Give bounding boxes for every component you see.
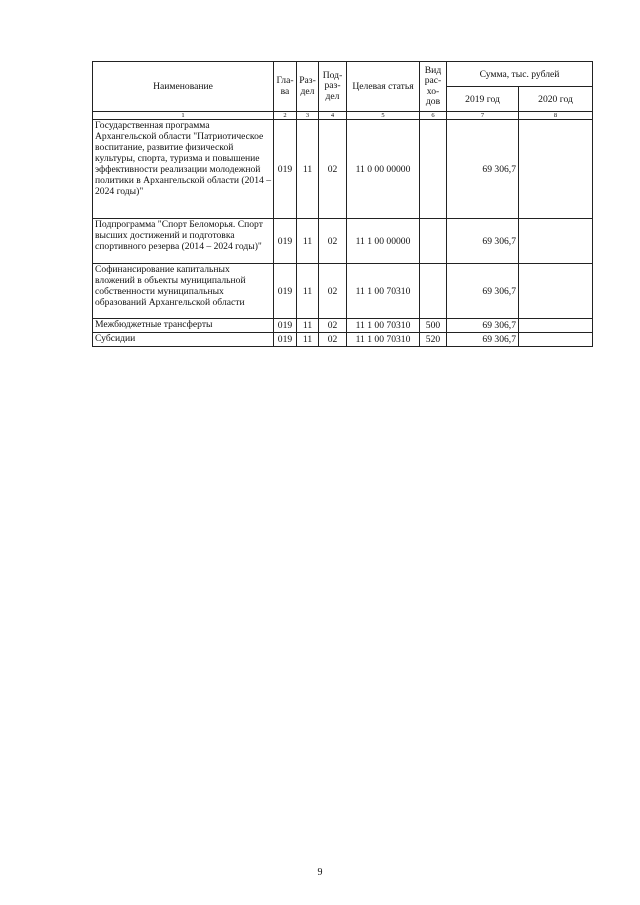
row-statya: 11 0 00 00000 [347,120,420,219]
row-glava: 019 [274,333,297,347]
row-statya: 11 1 00 70310 [347,319,420,333]
header-glava: Гла-ва [274,62,297,112]
row-podrazdel: 02 [319,333,347,347]
row-glava: 019 [274,264,297,319]
table-row [93,264,593,319]
column-number-row [93,112,593,120]
row-glava: 019 [274,219,297,264]
row-vid [420,219,447,264]
row-name: Подпрограмма "Спорт Беломорья. Спорт высших достижений и подготовка спортивного резерва (2014 – 2024 годы)" [93,219,274,264]
header-summa: Сумма, тыс. рублей [447,62,593,87]
row-2020 [519,219,593,264]
row-2020 [519,264,593,319]
row-2019: 69 306,7 [447,319,519,333]
row-podrazdel: 02 [319,219,347,264]
row-vid [420,120,447,219]
column-number: 6 [420,112,447,120]
row-vid [420,264,447,319]
row-razdel: 11 [297,319,319,333]
column-number: 1 [93,112,274,120]
row-statya: 11 1 00 70310 [347,264,420,319]
row-razdel: 11 [297,333,319,347]
header-2019: 2019 год [447,87,519,112]
row-podrazdel: 02 [319,319,347,333]
header-name: Наименование [93,62,274,112]
column-number: 3 [297,112,319,120]
row-glava: 019 [274,120,297,219]
row-2019: 69 306,7 [447,264,519,319]
row-statya: 11 1 00 00000 [347,219,420,264]
page-number: 9 [317,867,323,878]
row-2019: 69 306,7 [447,333,519,347]
row-podrazdel: 02 [319,120,347,219]
row-statya: 11 1 00 70310 [347,333,420,347]
budget-table [92,61,593,347]
header-statya: Целевая статья [347,62,420,112]
row-name: Межбюджетные трансферты [93,319,274,333]
row-vid: 520 [420,333,447,347]
header-vid: Вид рас-хо-дов [420,62,447,112]
column-number: 5 [347,112,420,120]
table-row [93,319,593,333]
row-2019: 69 306,7 [447,219,519,264]
header-podrazdel: Под-раз-дел [319,62,347,112]
row-vid: 500 [420,319,447,333]
column-number: 7 [447,112,519,120]
row-name: Государственная программа Архангельской области "Патриотическое воспитание, развитие физической культуры, спорта, туризма и повышение эффективности реализации молодежной политики в Архангельской области (2014 – 2024 годы)" [93,120,274,219]
row-razdel: 11 [297,264,319,319]
column-number: 2 [274,112,297,120]
table-row [93,333,593,347]
table-row [93,219,593,264]
header-razdel: Раз-дел [297,62,319,112]
table-row [93,120,593,219]
column-number: 8 [519,112,593,120]
row-glava: 019 [274,319,297,333]
row-razdel: 11 [297,219,319,264]
row-2020 [519,319,593,333]
column-number: 4 [319,112,347,120]
header-2020: 2020 год [519,87,593,112]
row-name: Софинансирование капитальных вложений в объекты муниципальной собственности муниципальных образований Архангельской области [93,264,274,319]
row-2020 [519,333,593,347]
row-podrazdel: 02 [319,264,347,319]
row-2019: 69 306,7 [447,120,519,219]
row-2020 [519,120,593,219]
row-razdel: 11 [297,120,319,219]
row-name: Субсидии [93,333,274,347]
